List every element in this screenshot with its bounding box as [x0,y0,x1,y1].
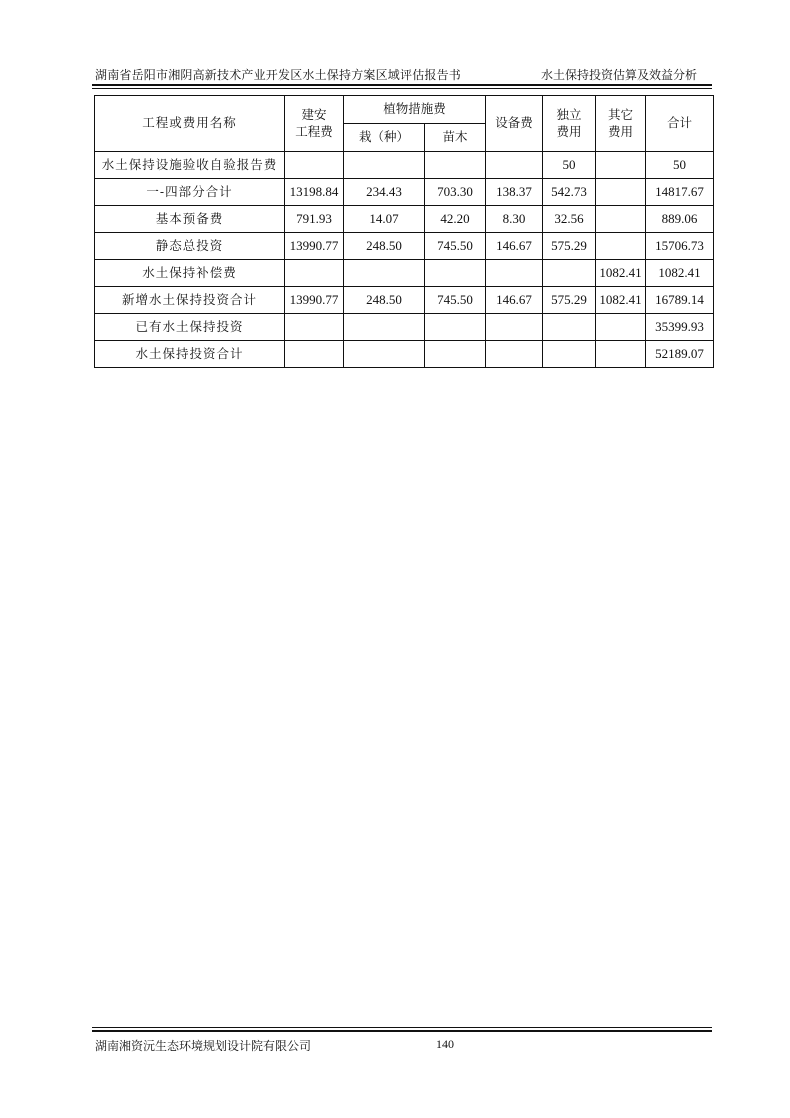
row-name: 水土保持设施验收自验报告费 [95,152,285,179]
cell-independent [543,341,596,368]
cell-equipment: 138.37 [486,179,543,206]
footer-rule-thick [92,1030,712,1032]
cell-seedling [425,314,486,341]
row-name: 一-四部分合计 [95,179,285,206]
cell-independent [543,260,596,287]
header-independent [543,96,596,152]
cell-planting: 248.50 [344,287,425,314]
table-row [95,179,714,206]
cell-construction: 13990.77 [285,233,344,260]
cell-independent: 575.29 [543,287,596,314]
table-row [95,260,714,287]
cell-total: 15706.73 [646,233,714,260]
cell-other [596,233,646,260]
header-equipment: 设备费 [486,96,543,152]
cell-equipment [486,314,543,341]
table-row [95,314,714,341]
cell-independent: 32.56 [543,206,596,233]
cell-total: 50 [646,152,714,179]
row-name: 水土保持投资合计 [95,341,285,368]
cell-total: 14817.67 [646,179,714,206]
cell-other [596,179,646,206]
cell-construction [285,314,344,341]
cell-construction: 13990.77 [285,287,344,314]
row-name: 基本预备费 [95,206,285,233]
cell-construction [285,260,344,287]
row-name: 新增水土保持投资合计 [95,287,285,314]
cell-seedling: 745.50 [425,233,486,260]
cell-seedling: 42.20 [425,206,486,233]
row-name: 已有水土保持投资 [95,314,285,341]
row-name: 水土保持补偿费 [95,260,285,287]
table-row [95,233,714,260]
cell-total: 52189.07 [646,341,714,368]
investment-table [94,95,714,368]
cell-construction: 13198.84 [285,179,344,206]
cell-total: 889.06 [646,206,714,233]
header-plant-seedling: 苗木 [425,124,486,152]
cell-planting [344,314,425,341]
cell-other: 1082.41 [596,287,646,314]
page-header-title: 湖南省岳阳市湘阴高新技术产业开发区水土保持方案区域评估报告书 [95,68,462,82]
header-total: 合计 [646,96,714,152]
cell-equipment [486,341,543,368]
cell-construction [285,152,344,179]
cell-other: 1082.41 [596,260,646,287]
footer-company: 湖南湘资沅生态环境规划设计院有限公司 [95,1039,312,1053]
header-plant-planting: 栽（种） [344,124,425,152]
header-other [596,96,646,152]
cell-planting: 234.43 [344,179,425,206]
header-other-line1: 其它 [608,107,634,123]
cell-planting [344,152,425,179]
cell-planting [344,341,425,368]
cell-construction: 791.93 [285,206,344,233]
footer-rule-thin [92,1027,712,1028]
cell-other [596,152,646,179]
cell-total: 1082.41 [646,260,714,287]
page-number: 140 [436,1037,454,1051]
header-construction [285,96,344,152]
cell-equipment: 8.30 [486,206,543,233]
table-header-row-1 [95,96,714,124]
cell-other [596,341,646,368]
cell-equipment [486,152,543,179]
table-row [95,152,714,179]
cell-seedling: 745.50 [425,287,486,314]
cell-total: 16789.14 [646,287,714,314]
row-name: 静态总投资 [95,233,285,260]
cell-total: 35399.93 [646,314,714,341]
header-independent-line1: 独立 [556,107,582,123]
cell-other [596,314,646,341]
cell-construction [285,341,344,368]
table-row [95,341,714,368]
cell-equipment [486,260,543,287]
cell-independent: 575.29 [543,233,596,260]
header-independent-line2: 费用 [556,123,582,139]
cell-planting [344,260,425,287]
cell-seedling [425,152,486,179]
cell-seedling: 703.30 [425,179,486,206]
header-construction-line1: 建安 [301,107,327,123]
cell-seedling [425,260,486,287]
cell-equipment: 146.67 [486,287,543,314]
page-header-section: 水土保持投资估算及效益分析 [540,68,697,82]
header-name: 工程或费用名称 [95,96,285,152]
header-other-line2: 费用 [608,123,634,139]
header-rule-thick [92,84,712,86]
header-rule-thin [92,88,712,89]
table-row [95,287,714,314]
cell-seedling [425,341,486,368]
cell-independent [543,314,596,341]
cell-independent: 542.73 [543,179,596,206]
cell-planting: 248.50 [344,233,425,260]
cell-independent: 50 [543,152,596,179]
header-construction-line2: 工程费 [295,123,333,139]
cell-equipment: 146.67 [486,233,543,260]
cell-other [596,206,646,233]
table-row [95,206,714,233]
cell-planting: 14.07 [344,206,425,233]
header-plant: 植物措施费 [344,96,486,124]
